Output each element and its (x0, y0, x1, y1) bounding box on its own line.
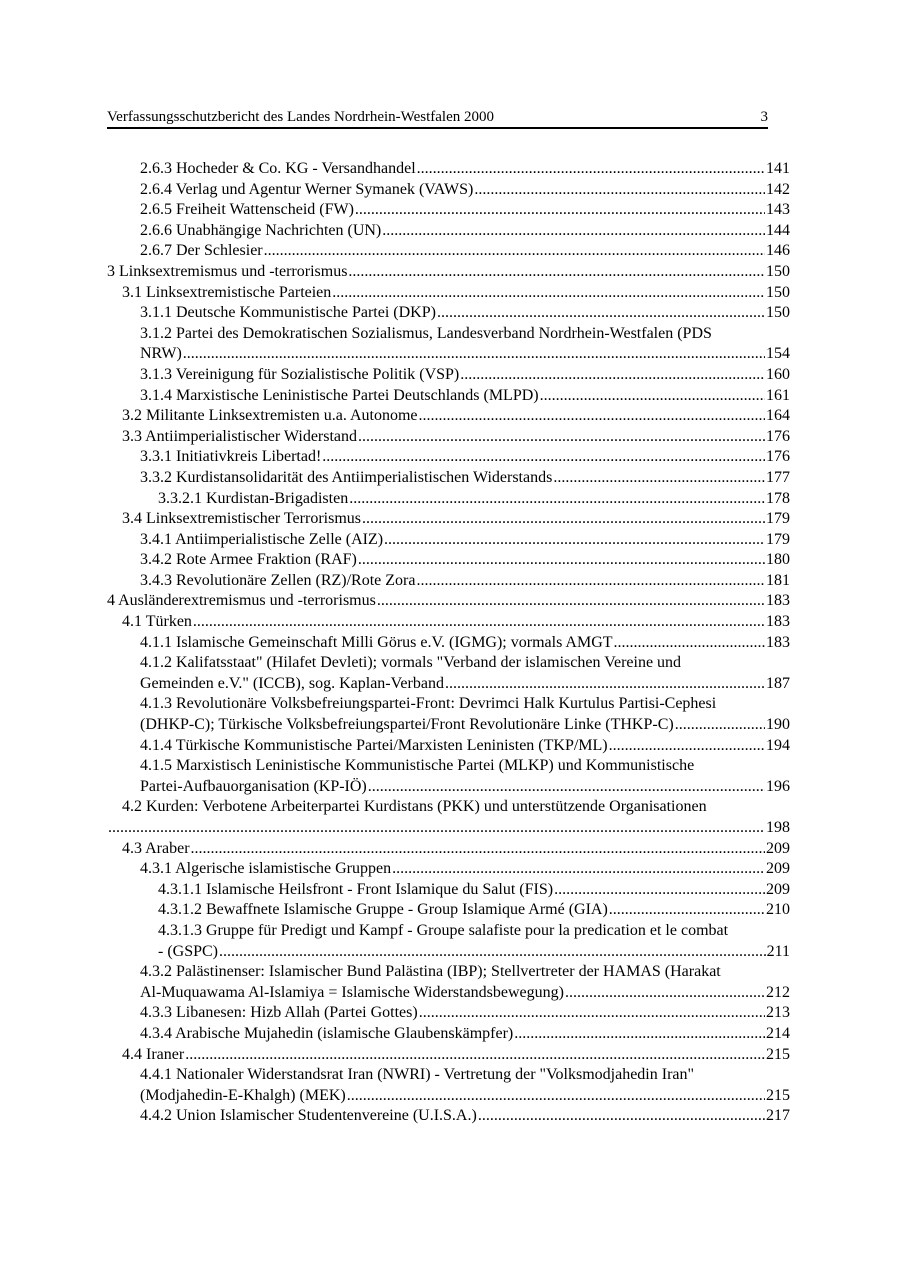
toc-entry-title: 4.3.1.2 Bewaffnete Islamische Gruppe - Group Islamique Armé (GIA) (158, 901, 608, 919)
toc-entry-title: Gemeinden e.V." (ICCB), sog. Kaplan-Verband (140, 674, 444, 692)
toc-entry-title: 2.6.6 Unabhängige Nachrichten (UN) (140, 221, 382, 239)
toc-page-number: 183 (766, 613, 790, 631)
toc-entry-title-line: 4.2 Kurden: Verbotene Arbeiterpartei Kurdistans (PKK) und unterstützende Organisationen (122, 798, 707, 816)
dot-leader (609, 900, 765, 921)
toc-entry-title: NRW) (140, 345, 182, 363)
toc-page-number: 210 (766, 901, 790, 919)
toc-entry-title-line: 4.4.1 Nationaler Widerstandsrat Iran (NWRI) - Vertretung der "Volksmodjahedin Iran" (140, 1066, 695, 1084)
dot-leader (349, 489, 765, 510)
toc-page-number: 198 (766, 819, 790, 836)
toc-entry-title: - (GSPC) (158, 942, 219, 960)
toc-page-number: 164 (766, 407, 790, 425)
dot-leader (675, 715, 765, 736)
page-number: 3 (760, 109, 768, 125)
toc-page-number: 144 (766, 221, 790, 239)
toc-page-number: 187 (766, 674, 790, 692)
toc-entry[interactable] (107, 797, 790, 838)
toc-entry[interactable] (107, 365, 790, 386)
toc-page-number: 180 (766, 551, 790, 569)
toc-entry-title: 3.2 Militante Linksextremisten u.a. Autonome (122, 407, 418, 425)
document-title: Verfassungsschutzbericht des Landes Nordrhein-Westfalen 2000 (107, 109, 495, 125)
toc-page-number: 214 (766, 1024, 790, 1042)
toc-entry[interactable] (107, 530, 790, 551)
toc-entry[interactable] (107, 200, 790, 221)
dot-leader (347, 1086, 765, 1107)
dot-leader (332, 283, 765, 304)
dot-leader (437, 303, 765, 324)
toc-page-number: 179 (766, 530, 790, 548)
toc-entry-title-line: 4.1.3 Revolutionäre Volksbefreiungspartei-Front: Devrimci Halk Kurtulus Partisi-Cephesi (140, 695, 717, 713)
toc-page-number: 213 (766, 1004, 790, 1022)
toc-entry[interactable] (107, 427, 790, 448)
toc-entry[interactable] (107, 694, 790, 735)
toc-entry-title: 3.1.4 Marxistische Leninistische Partei Deutschlands (MLPD) (140, 386, 539, 404)
dot-leader (193, 612, 765, 633)
toc-entry[interactable] (107, 591, 790, 612)
toc-entry-title: 4.3.3 Libanesen: Hizb Allah (Partei Gottes) (140, 1004, 418, 1022)
toc-entry[interactable] (107, 1024, 790, 1045)
toc-page-number: 178 (766, 489, 790, 507)
toc-page-number: 160 (766, 365, 790, 383)
dot-leader (355, 200, 765, 221)
toc-entry[interactable] (107, 859, 790, 880)
dot-leader (362, 509, 765, 530)
toc-page-number: 150 (766, 262, 790, 280)
table-of-contents (107, 159, 790, 1127)
toc-entry[interactable] (107, 489, 790, 510)
toc-entry-title: (DHKP-C); Türkische Volksbefreiungspartei/Front Revolutionäre Linke (THKP-C) (140, 716, 674, 734)
toc-entry-title: 3.4.3 Revolutionäre Zellen (RZ)/Rote Zora (140, 571, 416, 589)
dot-leader (183, 344, 765, 365)
toc-entry-title: 3.3.1 Initiativkreis Libertad! (140, 448, 322, 466)
toc-entry[interactable] (107, 633, 790, 654)
toc-entry[interactable] (107, 386, 790, 407)
dot-leader (609, 736, 765, 757)
toc-entry-title: 2.6.5 Freiheit Wattenscheid (FW) (140, 201, 354, 219)
toc-page-number: 177 (766, 468, 790, 486)
toc-entry-title: 4.3.1.1 Islamische Heilsfront - Front Islamique du Salut (FIS) (158, 880, 554, 898)
dot-leader (416, 571, 765, 592)
toc-page-number: 190 (766, 716, 790, 734)
toc-entry-title: 4 Ausländerextremismus und -terrorismus (107, 592, 376, 610)
dot-leader (419, 1003, 765, 1024)
toc-entry-title: 3.3 Antiimperialistischer Widerstand (122, 427, 358, 445)
dot-leader (614, 633, 765, 654)
toc-entry[interactable] (107, 180, 790, 201)
dot-leader (565, 983, 765, 1004)
toc-entry-title: 4.1 Türken (122, 613, 192, 631)
dot-leader (417, 159, 765, 180)
toc-entry-title: 4.3 Araber (122, 839, 190, 857)
toc-page-number: 142 (766, 180, 790, 198)
dot-leader (358, 550, 765, 571)
toc-entry[interactable] (107, 1065, 790, 1106)
toc-page-number: 215 (766, 1045, 790, 1063)
toc-page-number: 143 (766, 201, 790, 219)
toc-page-number: 209 (766, 839, 790, 857)
toc-page-number: 150 (766, 304, 790, 322)
toc-page-number: 209 (766, 880, 790, 898)
dot-leader (419, 406, 765, 427)
toc-entry-title: 3.4.2 Rote Armee Fraktion (RAF) (140, 551, 357, 569)
toc-entry[interactable] (107, 900, 790, 921)
toc-entry[interactable] (107, 962, 790, 1003)
dot-leader (392, 859, 765, 880)
dot-leader (460, 365, 765, 386)
toc-entry-title: 4.1.4 Türkische Kommunistische Partei/Marxisten Leninisten (TKP/ML) (140, 736, 608, 754)
dot-leader (478, 1106, 765, 1127)
toc-entry-title: 2.6.4 Verlag und Agentur Werner Symanek (VAWS) (140, 180, 474, 198)
toc-page-number: 215 (766, 1086, 790, 1104)
toc-entry-title: 3.1.1 Deutsche Kommunistische Partei (DKP) (140, 304, 436, 322)
toc-page-number: 176 (766, 448, 790, 466)
toc-entry[interactable] (107, 571, 790, 592)
toc-entry-title: 4.1.1 Islamische Gemeinschaft Milli Görus e.V. (IGMG); vormals AMGT (140, 633, 613, 651)
toc-entry[interactable] (107, 550, 790, 571)
toc-entry-title: 3.4 Linksextremistischer Terrorismus (122, 510, 361, 528)
running-header (107, 108, 768, 126)
toc-entry-title: 4.3.4 Arabische Mujahedin (islamische Glaubenskämpfer) (140, 1024, 514, 1042)
toc-entry-title: 2.6.3 Hocheder & Co. KG - Versandhandel (140, 160, 416, 177)
toc-entry[interactable] (107, 1045, 790, 1066)
dot-leader (185, 1045, 765, 1066)
dot-leader (540, 386, 765, 407)
toc-page-number: 183 (766, 633, 790, 651)
toc-page-number: 179 (766, 510, 790, 528)
toc-entry-title-line: 4.3.2 Palästinenser: Islamischer Bund Palästina (IBP); Stellvertreter der HAMAS (Harakat (140, 963, 721, 981)
toc-entry[interactable] (107, 283, 790, 304)
toc-entry[interactable] (107, 406, 790, 427)
toc-entry[interactable] (107, 262, 790, 283)
dot-leader (384, 530, 765, 551)
dot-leader (553, 468, 765, 489)
toc-entry[interactable] (107, 241, 790, 262)
toc-entry-title: 4.4 Iraner (122, 1045, 185, 1063)
dot-leader (368, 777, 765, 798)
toc-entry-title: (Modjahedin-E-Khalgh) (MEK) (140, 1086, 346, 1104)
dot-leader (264, 241, 765, 262)
toc-page-number: 181 (766, 571, 790, 589)
toc-entry-title: 3.3.2.1 Kurdistan-Brigadisten (158, 489, 349, 507)
dot-leader (554, 880, 765, 901)
dot-leader (377, 591, 765, 612)
toc-entry-title-line: 4.1.5 Marxistisch Leninistische Kommunistische Partei (MLKP) und Kommunistische (140, 757, 695, 775)
toc-page-number: 161 (766, 386, 790, 404)
toc-page-number: 196 (766, 777, 790, 795)
toc-entry[interactable] (107, 303, 790, 324)
toc-entry[interactable] (107, 447, 790, 468)
dot-leader (108, 818, 765, 839)
header-divider (107, 127, 768, 129)
dot-leader (322, 447, 765, 468)
toc-page-number: 217 (766, 1107, 790, 1125)
toc-entry[interactable] (107, 921, 790, 962)
toc-entry[interactable] (107, 324, 790, 365)
toc-entry-title: 3.1 Linksextremistische Parteien (122, 283, 332, 301)
toc-entry[interactable] (107, 221, 790, 242)
toc-entry[interactable] (107, 880, 790, 901)
dot-leader (219, 942, 766, 963)
toc-entry-title-line: 3.1.2 Partei des Demokratischen Sozialismus, Landesverband Nordrhein-Westfalen (PDS (140, 324, 712, 342)
toc-entry-title: 3 Linksextremismus und -terrorismus (107, 262, 348, 280)
dot-leader (358, 427, 765, 448)
toc-entry[interactable] (107, 653, 790, 694)
toc-page-number: 154 (766, 345, 790, 363)
toc-page-number: 146 (766, 242, 790, 260)
toc-entry-title: Partei-Aufbauorganisation (KP-IÖ) (140, 777, 367, 795)
dot-leader (191, 839, 765, 860)
toc-page-number: 211 (766, 942, 790, 960)
dot-leader (445, 674, 765, 695)
toc-page-number: 209 (766, 860, 790, 878)
toc-page-number: 183 (766, 592, 790, 610)
toc-entry-title: 3.1.3 Vereinigung für Sozialistische Politik (VSP) (140, 365, 460, 383)
dot-leader (382, 221, 765, 242)
toc-entry[interactable] (107, 839, 790, 860)
toc-entry[interactable] (107, 756, 790, 797)
toc-entry-title-line: 4.1.2 Kalifatsstaat" (Hilafet Devleti); vormals "Verband der islamischen Vereine und (140, 654, 682, 672)
dot-leader (514, 1024, 765, 1045)
toc-entry[interactable] (107, 612, 790, 633)
toc-entry-title: Al-Muquawama Al-Islamiya = Islamische Widerstandsbewegung) (140, 983, 564, 1001)
toc-entry[interactable] (107, 1106, 790, 1127)
toc-page-number: 150 (766, 283, 790, 301)
toc-entry-title: 4.4.2 Union Islamischer Studentenvereine (U.I.S.A.) (140, 1107, 477, 1125)
toc-entry-title-line: 4.3.1.3 Gruppe für Predigt und Kampf - Groupe salafiste pour la predication et le combat (158, 921, 729, 939)
toc-entry[interactable] (107, 509, 790, 530)
toc-page-number: 176 (766, 427, 790, 445)
toc-page-number: 212 (766, 983, 790, 1001)
toc-entry-title: 3.4.1 Antiimperialistische Zelle (AIZ) (140, 530, 384, 548)
toc-page-number: 194 (766, 736, 790, 754)
toc-entry[interactable] (107, 159, 790, 180)
toc-entry[interactable] (107, 468, 790, 489)
toc-entry-title: 4.3.1 Algerische islamistische Gruppen (140, 860, 392, 878)
dot-leader (474, 180, 765, 201)
toc-entry[interactable] (107, 1003, 790, 1024)
toc-entry-title: 3.3.2 Kurdistansolidarität des Antiimperialistischen Widerstands (140, 468, 553, 486)
toc-entry[interactable] (107, 736, 790, 757)
toc-entry-title: 2.6.7 Der Schlesier (140, 242, 263, 260)
toc-page-number: 141 (766, 160, 790, 177)
dot-leader (348, 262, 765, 283)
